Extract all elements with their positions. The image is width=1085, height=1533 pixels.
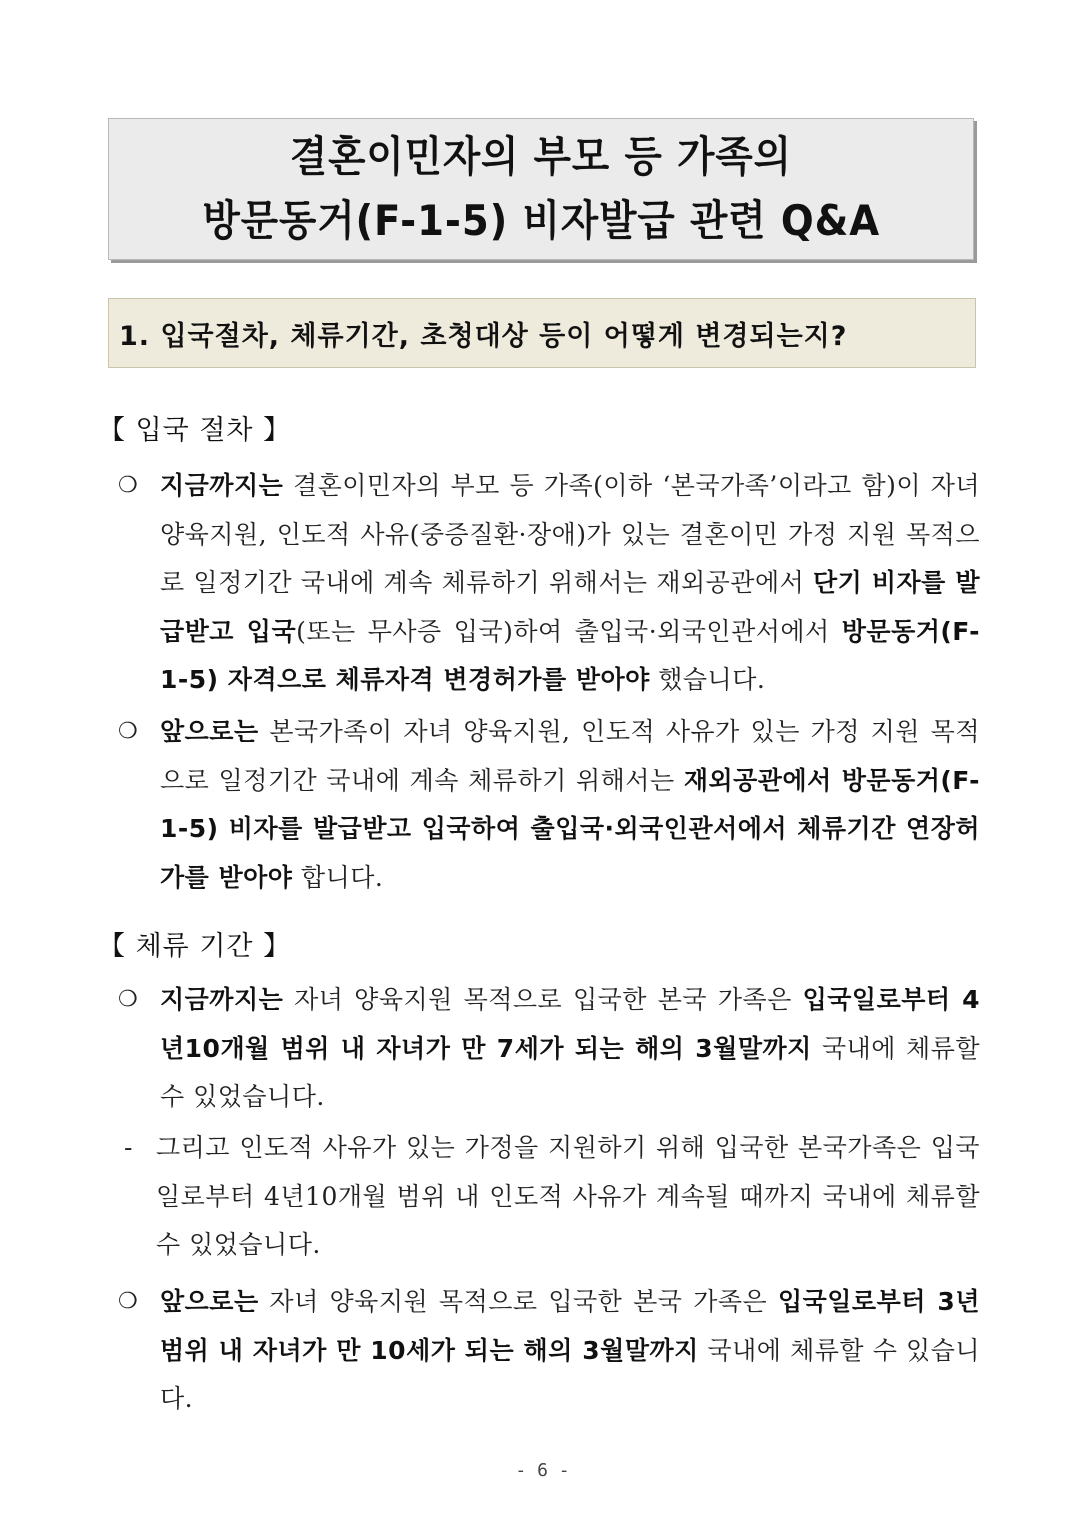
- stay-period-dash-item: [124, 1124, 980, 1270]
- page-number: - 6 -: [515, 1460, 570, 1481]
- section-title: 1. 입국절차, 체류기간, 초청대상 등이 어떻게 변경되는지?: [119, 320, 848, 352]
- entry-procedure-paragraph-1: [118, 462, 980, 705]
- dash-bullet-icon: -: [124, 1133, 133, 1162]
- heading-stay-period: 【 체류 기간 】: [98, 931, 292, 962]
- bold-text: 지금까지는: [160, 471, 284, 500]
- bold-text: 지금까지는: [160, 985, 284, 1014]
- bold-text: 단기 비자를 발급받고 입국: [160, 568, 980, 646]
- text: 본국가족이 자녀 양육지원, 인도적 사유가 있는 가정 지원 목적으로 일정기간 국내에 계속 체류하기 위해서는: [160, 717, 980, 795]
- text: 자녀 양육지원 목적으로 입국한 본국 가족은: [258, 1287, 778, 1316]
- circle-bullet-icon: ❍: [118, 987, 139, 1012]
- bold-text: 입국일로부터 3년 범위 내 자녀가 만 10세가 되는 해의 3월말까지: [160, 1287, 980, 1365]
- stay-period-paragraph-1: [118, 976, 981, 1122]
- text: 합니다.: [292, 862, 384, 892]
- bold-text: 재외공관에서 방문동거(F-1-5) 비자를 발급받고 입국하여 출입국·외국인관서에서 체류기간 연장허가를 받아야: [160, 765, 980, 892]
- bold-text: 앞으로는: [160, 717, 259, 746]
- document-title-line-1: 결혼이민자의 부모 등 가족의: [289, 132, 793, 181]
- text: (또는 무사증 입국)하여 출입국·외국인관서에서: [296, 616, 842, 646]
- text: 국내에 체류할 수 있습니다.: [160, 1335, 980, 1413]
- section-header-box: [108, 298, 976, 368]
- stay-period-paragraph-2: [118, 1278, 980, 1424]
- text: 결혼이민자의 부모 등 가족(이하 ‘본국가족’이라고 함)이 자녀 양육지원, 인도적 사유(중증질환·장애)가 있는 결혼이민 가정 지원 목적으로 일정기간 국내에 계속 체류하기 위해서는 재외공관에서: [160, 471, 980, 597]
- circle-bullet-icon: ❍: [118, 1289, 139, 1314]
- document-title-line-2: 방문동거(F-1-5) 비자발급 관련 Q&A: [202, 196, 880, 245]
- bold-text: 앞으로는: [160, 1287, 259, 1316]
- circle-bullet-icon: ❍: [118, 719, 139, 744]
- text: 국내에 체류할 수 있었습니다.: [160, 1033, 981, 1111]
- text: 그리고 인도적 사유가 있는 가정을 지원하기 위해 입국한 본국가족은 입국일로부터 4년10개월 범위 내 인도적 사유가 계속될 때까지 국내에 체류할 수 있었습니다.: [156, 1133, 980, 1259]
- bold-text: 방문동거(F-1-5) 자격으로 체류자격 변경허가를 받아야: [160, 616, 980, 694]
- entry-procedure-paragraph-2: [118, 708, 980, 902]
- text: 했습니다.: [649, 665, 766, 694]
- heading-entry-procedure: 【 입국 절차 】: [98, 415, 292, 446]
- circle-bullet-icon: ❍: [118, 473, 139, 498]
- text: 자녀 양육지원 목적으로 입국한 본국 가족은: [283, 985, 803, 1014]
- bold-text: 입국일로부터 4년10개월 범위 내 자녀가 만 7세가 되는 해의 3월말까지: [160, 985, 980, 1063]
- document-title-box: [108, 118, 974, 260]
